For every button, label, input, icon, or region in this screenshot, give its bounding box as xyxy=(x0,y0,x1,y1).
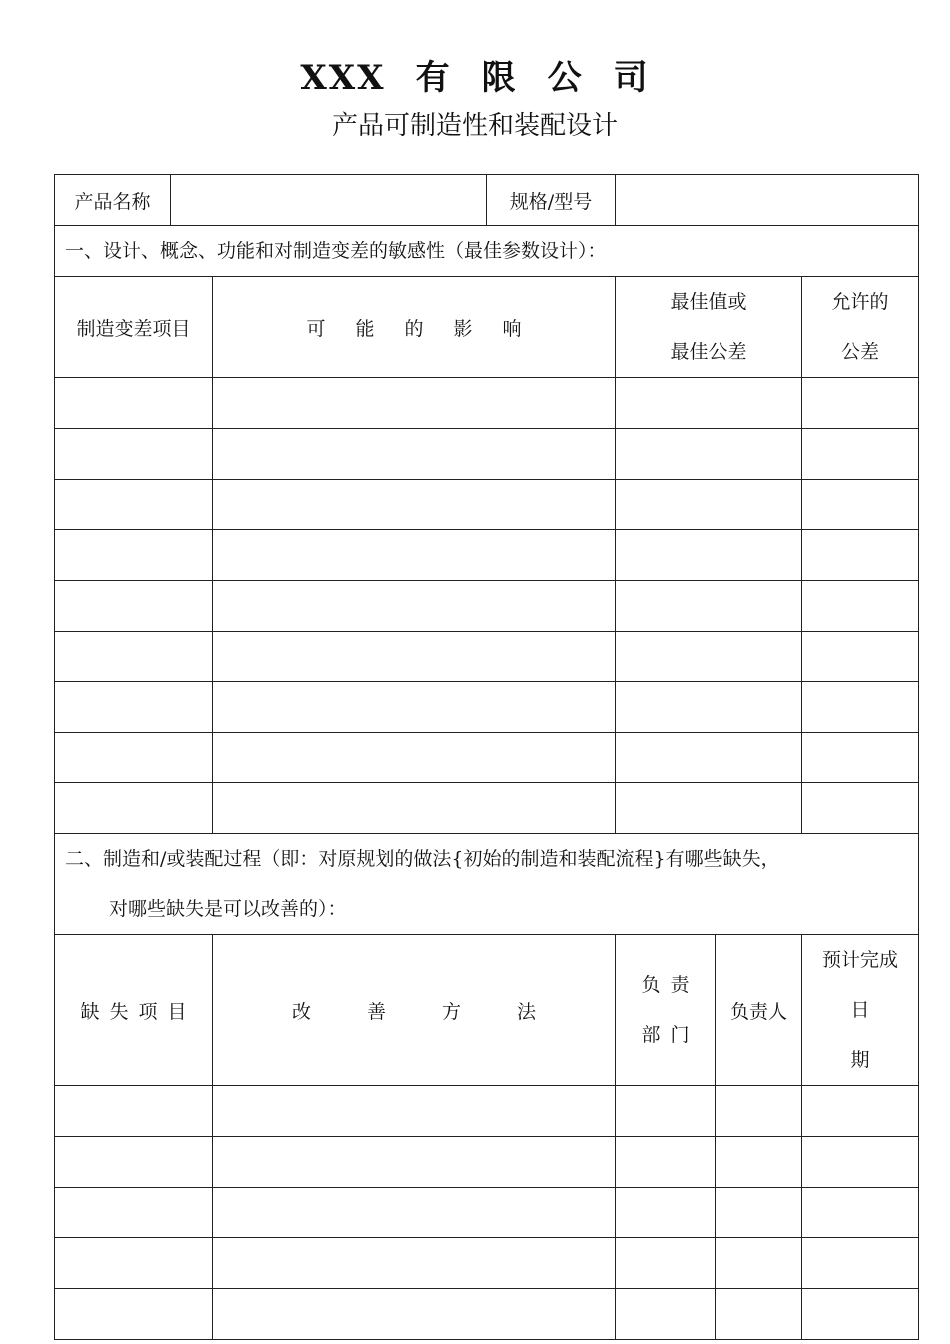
header-responsible-dept-line1: 负责 xyxy=(641,974,700,996)
header-allowed-tolerance xyxy=(802,277,919,378)
cell-variation-item[interactable] xyxy=(55,682,213,733)
cell-improvement-method[interactable] xyxy=(213,1289,616,1340)
cell-improvement-method[interactable] xyxy=(213,1188,616,1238)
product-name-label: 产品名称 xyxy=(55,175,171,226)
cell-responsible-person[interactable] xyxy=(716,1289,802,1340)
cell-best-value[interactable] xyxy=(616,480,802,530)
cell-completion-date[interactable] xyxy=(802,1086,919,1137)
company-char: 有 xyxy=(415,58,452,98)
section2-title xyxy=(55,834,919,935)
cell-allowed-tolerance[interactable] xyxy=(802,632,919,682)
cell-improvement-method[interactable] xyxy=(213,1137,616,1188)
cell-variation-item[interactable] xyxy=(55,429,213,480)
table-row xyxy=(55,480,919,530)
header-deficiency-item-text: 缺失项目 xyxy=(80,1000,197,1023)
header-best-value-line1: 最佳值或 xyxy=(670,291,747,313)
header-allowed-tolerance-line2: 公差 xyxy=(841,341,880,363)
cell-impact[interactable] xyxy=(213,530,616,581)
table-row xyxy=(55,530,919,581)
table-row xyxy=(55,1289,919,1340)
table-row xyxy=(55,632,919,682)
cell-best-value[interactable] xyxy=(616,429,802,480)
cell-responsible-dept[interactable] xyxy=(616,1238,716,1289)
spec-model-field[interactable] xyxy=(616,175,919,226)
cell-responsible-person[interactable] xyxy=(716,1238,802,1289)
cell-allowed-tolerance[interactable] xyxy=(802,530,919,581)
header-deficiency-item xyxy=(55,935,213,1086)
cell-allowed-tolerance[interactable] xyxy=(802,581,919,632)
section1-header-row xyxy=(55,277,919,378)
cell-allowed-tolerance[interactable] xyxy=(802,783,919,834)
cell-variation-item[interactable] xyxy=(55,480,213,530)
header-responsible-dept xyxy=(616,935,716,1086)
cell-responsible-dept[interactable] xyxy=(616,1086,716,1137)
cell-best-value[interactable] xyxy=(616,682,802,733)
section2-header-row xyxy=(55,935,919,1086)
date-char-day: 日 xyxy=(850,999,870,1021)
table-row xyxy=(55,1086,919,1137)
header-variation-item: 制造变差项目 xyxy=(55,277,213,378)
cell-deficiency-item[interactable] xyxy=(55,1238,213,1289)
cell-impact[interactable] xyxy=(213,378,616,429)
dfma-form-table xyxy=(54,174,919,1340)
header-improvement-method xyxy=(213,935,616,1086)
table-row xyxy=(55,1188,919,1238)
cell-variation-item[interactable] xyxy=(55,783,213,834)
cell-deficiency-item[interactable] xyxy=(55,1188,213,1238)
company-prefix: XXX xyxy=(300,58,386,98)
cell-variation-item[interactable] xyxy=(55,632,213,682)
document-title: 产品可制造性和装配设计 xyxy=(331,111,618,141)
cell-variation-item[interactable] xyxy=(55,733,213,783)
cell-responsible-person[interactable] xyxy=(716,1137,802,1188)
cell-allowed-tolerance[interactable] xyxy=(802,480,919,530)
spec-model-label: 规格/型号 xyxy=(487,175,616,226)
cell-best-value[interactable] xyxy=(616,378,802,429)
cell-impact[interactable] xyxy=(213,632,616,682)
company-char: 司 xyxy=(613,58,650,98)
cell-responsible-dept[interactable] xyxy=(616,1137,716,1188)
date-char-period: 期 xyxy=(850,1049,870,1071)
header-best-value-line2: 最佳公差 xyxy=(670,341,747,363)
cell-impact[interactable] xyxy=(213,783,616,834)
section1-title: 一、设计、概念、功能和对制造变差的敏感性（最佳参数设计）： xyxy=(55,226,919,277)
cell-responsible-person[interactable] xyxy=(716,1188,802,1238)
cell-completion-date[interactable] xyxy=(802,1289,919,1340)
cell-impact[interactable] xyxy=(213,429,616,480)
company-char: 限 xyxy=(481,58,518,98)
header-improvement-method-text: 改善方法 xyxy=(291,1000,592,1023)
cell-allowed-tolerance[interactable] xyxy=(802,682,919,733)
cell-best-value[interactable] xyxy=(616,632,802,682)
header-planned-completion-date xyxy=(802,935,919,1086)
cell-best-value[interactable] xyxy=(616,733,802,783)
cell-completion-date[interactable] xyxy=(802,1137,919,1188)
header-allowed-tolerance-line1: 允许的 xyxy=(831,291,889,313)
cell-responsible-dept[interactable] xyxy=(616,1188,716,1238)
cell-variation-item[interactable] xyxy=(55,530,213,581)
table-row xyxy=(55,1137,919,1188)
cell-impact[interactable] xyxy=(213,480,616,530)
section1-title-row xyxy=(55,226,919,277)
cell-responsible-person[interactable] xyxy=(716,1086,802,1137)
header-planned-completion-date-line1: 预计完成 xyxy=(822,949,899,971)
cell-impact[interactable] xyxy=(213,581,616,632)
header-responsible-dept-line2: 部门 xyxy=(641,1024,700,1046)
cell-impact[interactable] xyxy=(213,733,616,783)
cell-allowed-tolerance[interactable] xyxy=(802,429,919,480)
table-row xyxy=(55,682,919,733)
company-char: 公 xyxy=(547,58,584,98)
section2-title-row xyxy=(55,834,919,935)
cell-best-value[interactable] xyxy=(616,581,802,632)
header-planned-completion-date-line2 xyxy=(802,985,918,1085)
cell-deficiency-item[interactable] xyxy=(55,1289,213,1340)
table-row xyxy=(55,581,919,632)
cell-variation-item[interactable] xyxy=(55,378,213,429)
table-row xyxy=(55,429,919,480)
cell-variation-item[interactable] xyxy=(55,581,213,632)
section2-title-line2: 对哪些缺失是可以改善的）： xyxy=(109,898,347,920)
cell-deficiency-item[interactable] xyxy=(55,1137,213,1188)
cell-best-value[interactable] xyxy=(616,783,802,834)
cell-allowed-tolerance[interactable] xyxy=(802,378,919,429)
info-row xyxy=(55,175,919,226)
cell-responsible-dept[interactable] xyxy=(616,1289,716,1340)
table-row xyxy=(55,783,919,834)
cell-improvement-method[interactable] xyxy=(213,1238,616,1289)
cell-impact[interactable] xyxy=(213,682,616,733)
cell-improvement-method[interactable] xyxy=(213,1086,616,1137)
header-best-value xyxy=(616,277,802,378)
header-possible-impact xyxy=(213,277,616,378)
company-name xyxy=(0,58,950,98)
cell-completion-date[interactable] xyxy=(802,1238,919,1289)
cell-completion-date[interactable] xyxy=(802,1188,919,1238)
table-row xyxy=(55,733,919,783)
header-responsible-person: 负责人 xyxy=(716,935,802,1086)
section2-title-line1: 二、制造和/或装配过程（即：对原规划的做法{初始的制造和装配流程}有哪些缺失， xyxy=(65,848,780,870)
cell-best-value[interactable] xyxy=(616,530,802,581)
table-row xyxy=(55,378,919,429)
table-row xyxy=(55,1238,919,1289)
cell-allowed-tolerance[interactable] xyxy=(802,733,919,783)
cell-deficiency-item[interactable] xyxy=(55,1086,213,1137)
product-name-field[interactable] xyxy=(171,175,487,226)
header-possible-impact-text: 可能的影响 xyxy=(306,317,552,340)
